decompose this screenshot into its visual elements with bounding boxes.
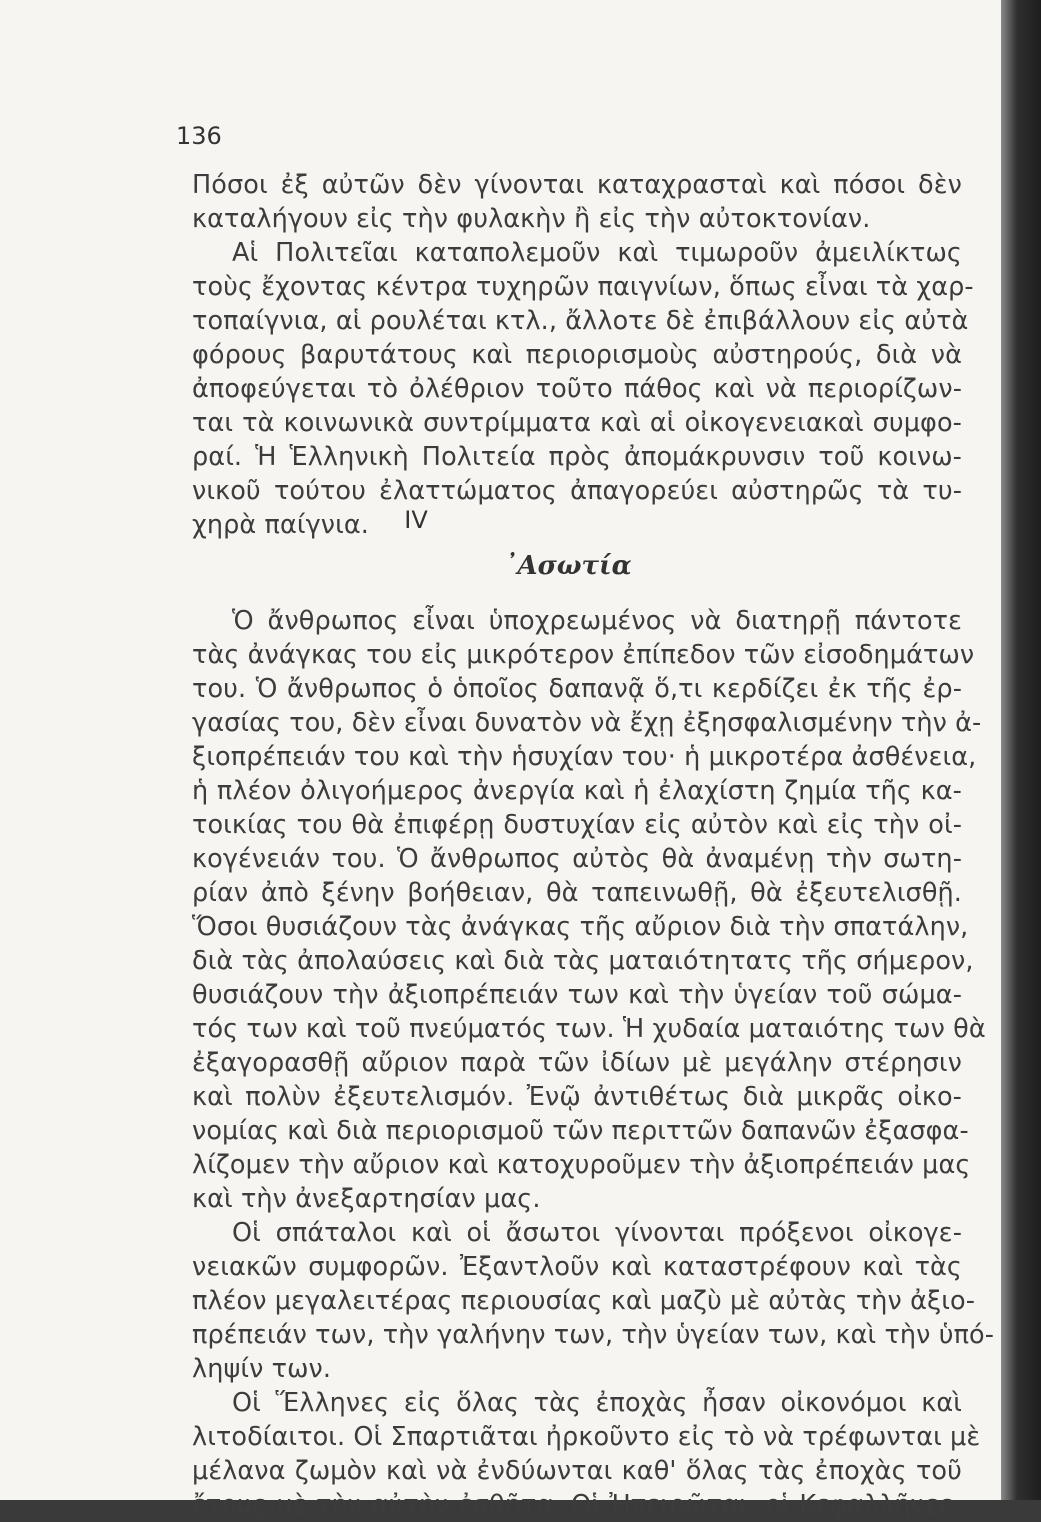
text-line: ρίαν ἀπὸ ξένην βοήθειαν, θὰ ταπεινωθῇ, θὰ ἐξευτελισθῇ. — [192, 878, 962, 908]
text-line: τοπαίγνια, αἱ ρουλέται κτλ., ἄλλοτε δὲ ἐπιβάλλουν εἰς αὐτὰ — [192, 306, 969, 336]
section-number: IV — [404, 506, 428, 534]
text-line: χηρὰ παίγνια. — [192, 510, 369, 540]
text-line: πρέπειάν των, τὴν γαλήνην των, τὴν ὑγείαν των, καὶ τὴν ὑπό- — [192, 1320, 995, 1350]
text-line: μέλανα ζωμὸν καὶ νὰ ἐνδύωνται καθ' ὅλας τὰς ἐποχὰς τοῦ — [192, 1456, 962, 1486]
page-number: 136 — [176, 122, 222, 150]
text-line: τοὺς ἔχοντας κέντρα τυχηρῶν παιγνίων, ὅπως εἶναι τὰ χαρ- — [192, 272, 974, 302]
text-line: ται τὰ κοινωνικὰ συντρίμματα καὶ αἱ οἰκογενειακαὶ συμφο- — [192, 408, 962, 438]
text-line: Ὁ ἄνθρωπος εἶναι ὑποχρεωμένος νὰ διατηρῇ πάντοτε — [232, 606, 962, 636]
text-line: νικοῦ τούτου ἐλαττώματος ἀπαγορεύει αὐστηρῶς τὰ τυ- — [192, 476, 962, 506]
text-line: θυσιάζουν τὴν ἀξιοπρέπειάν των καὶ τὴν ὑγείαν τοῦ σώμα- — [192, 980, 962, 1010]
text-line: καὶ πολὺν ἐξευτελισμόν. Ἐνῷ ἀντιθέτως διὰ μικρᾶς οἰκο- — [192, 1082, 962, 1112]
text-line: διὰ τὰς ἀπολαύσεις καὶ διὰ τὰς ματαιότητατς τῆς σήμερον, — [192, 946, 974, 976]
text-line: Ὅσοι θυσιάζουν τὰς ἀνάγκας τῆς αὔριον διὰ τὴν σπατάλην, — [192, 912, 969, 942]
text-line: ἔτους μὲ τὴν αὐτὴν ἐσθῆτα. Οἱ Ἠπειρῶται, οἱ Κεφαλλῆνες, — [192, 1490, 962, 1520]
text-line: ἐξαγορασθῇ αὔριον παρὰ τῶν ἰδίων μὲ μεγάλην στέρησιν — [192, 1048, 962, 1078]
text-line: πλέον μεγαλειτέρας περιουσίας καὶ μαζὺ μὲ αὐτὰς τὴν ἀξιο- — [192, 1286, 976, 1316]
text-line: ραί. Ἡ Ἑλληνικὴ Πολιτεία πρὸς ἀπομάκρυνσιν τοῦ κοινω- — [192, 442, 962, 472]
text-line: λιτοδίαιτοι. Οἱ Σπαρτιᾶται ἠρκοῦντο εἰς τὸ νὰ τρέφωνται μὲ — [192, 1422, 981, 1452]
text-line: γασίας του, δὲν εἶναι δυνατὸν νὰ ἔχῃ ἐξησφαλισμένην τὴν ἀ- — [192, 708, 982, 738]
text-line: καὶ τὴν ἀνεξαρτησίαν μας. — [192, 1184, 541, 1214]
section-title: ᾿Ασωτία — [504, 551, 632, 581]
text-line: του. Ὁ ἄνθρωπος ὁ ὁποῖος δαπανᾷ ὅ,τι κερδίζει ἐκ τῆς ἐρ- — [192, 674, 962, 704]
text-line: τός των καὶ τοῦ πνεύματός των. Ἡ χυδαία ματαιότης των θὰ — [192, 1014, 986, 1044]
text-line: φόρους βαρυτάτους καὶ περιορισμοὺς αὐστηρούς, διὰ νὰ — [192, 340, 962, 370]
text-line: ἀποφεύγεται τὸ ὀλέθριον τοῦτο πάθος καὶ νὰ περιορίζων- — [192, 374, 962, 404]
text-line: τοικίας του θὰ ἐπιφέρῃ δυστυχίαν εἰς αὐτὸν καὶ εἰς τὴν οἰ- — [192, 810, 962, 840]
text-line: λίζομεν τὴν αὔριον καὶ κατοχυροῦμεν τὴν ἀξιοπρέπειάν μας — [192, 1150, 971, 1180]
text-line: νειακῶν συμφορῶν. Ἐξαντλοῦν καὶ καταστρέφουν καὶ τὰς — [192, 1252, 962, 1282]
text-line: ληψίν των. — [192, 1354, 332, 1384]
text-line: τὰς ἀνάγκας του εἰς μικρότερον ἐπίπεδον τῶν εἰσοδημάτων — [192, 640, 975, 670]
text-line: ξιοπρέπειάν του καὶ τὴν ἡσυχίαν του· ἡ μικροτέρα ἀσθένεια, — [192, 742, 977, 772]
text-line: νομίας καὶ διὰ περιορισμοῦ τῶν περιττῶν δαπανῶν ἐξασφα- — [192, 1116, 969, 1146]
text-line: ἡ πλέον ὀλιγοήμερος ἀνεργία καὶ ἡ ἐλαχίστη ζημία τῆς κα- — [192, 776, 962, 806]
text-line: Πόσοι ἐξ αὐτῶν δὲν γίνονται καταχρασταὶ καὶ πόσοι δὲν — [192, 170, 962, 200]
text-line: Αἱ Πολιτεῖαι καταπολεμοῦν καὶ τιμωροῦν ἀμειλίκτως — [232, 238, 962, 268]
page-edge-shadow — [1001, 0, 1041, 1500]
text-line: Οἱ Ἕλληνες εἰς ὅλας τὰς ἐποχὰς ἦσαν οἰκονόμοι καὶ — [232, 1388, 962, 1418]
text-line: Οἱ σπάταλοι καὶ οἱ ἄσωτοι γίνονται πρόξενοι οἰκογε- — [232, 1218, 962, 1248]
text-line: κογένειάν του. Ὁ ἄνθρωπος αὐτὸς θὰ ἀναμένῃ τὴν σωτη- — [192, 844, 962, 874]
text-line: καταλήγουν εἰς τὴν φυλακὴν ἢ εἰς τὴν αὐτοκτονίαν. — [192, 204, 871, 234]
